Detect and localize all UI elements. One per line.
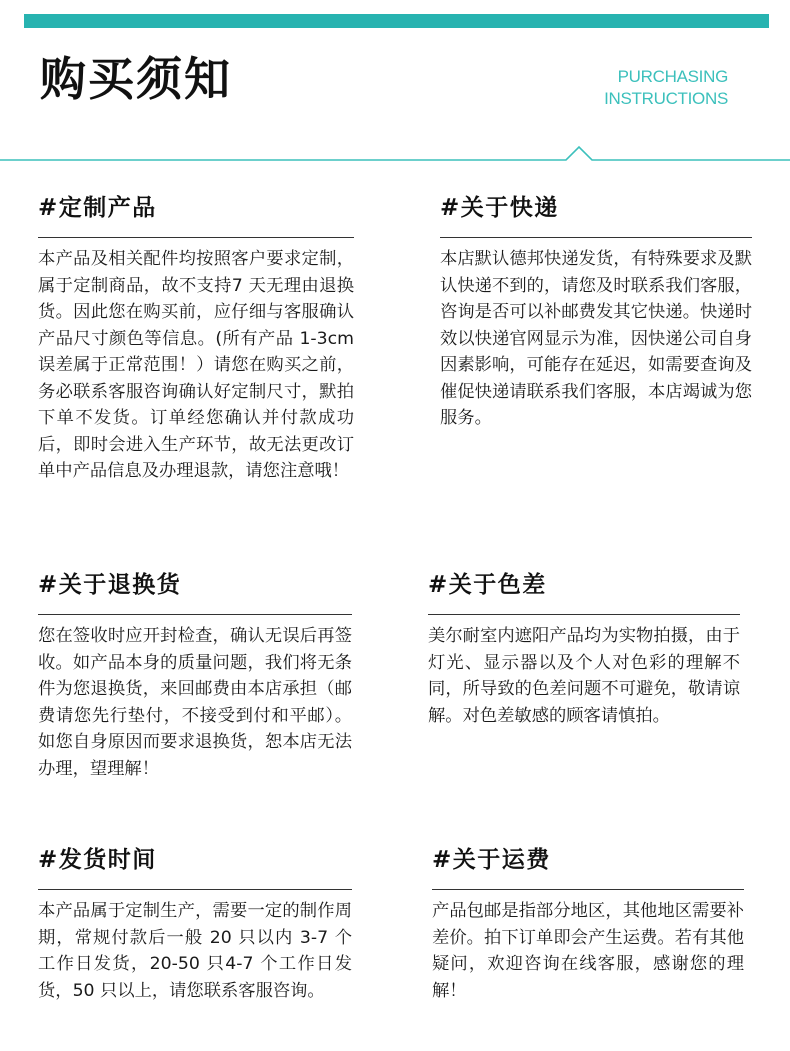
- section-body: 本店默认德邦快递发货，有特殊要求及默认快递不到的，请您及时联系我们客服，咨询是否可以补邮费发其它快递。快递时效以快递官网显示为准，因快递公司自身因素影响，可能存在延迟，如需要查询及催促快递请联系我们客服，本店竭诚为您服务。: [440, 249, 752, 428]
- section-title: #关于快递: [440, 195, 559, 221]
- section-body: 产品包邮是指部分地区，其他地区需要补差价。拍下订单即会产生运费。若有其他疑问，欢迎咨询在线客服，感谢您的理解！: [432, 901, 744, 1001]
- top-accent-bar: [24, 14, 769, 28]
- section-divider: [432, 889, 744, 890]
- section-body: 本产品及相关配件均按照客户要求定制，属于定制商品，故不支持7 天无理由退换货。因此您在购买前，应仔细与客服确认产品尺寸颜色等信息。(所有产品 1-3cm 误差属于正常范围！）请您在购买之前，务必联系客服咨询确认好定制尺寸，默拍下单不发货。订单经您确认并付款成功后，即时会进入生产环节，故无法更改订单中产品信息及办理退款，请您注意哦！: [38, 249, 354, 481]
- section-body: 您在签收时应开封检查，确认无误后再签收。如产品本身的质量问题，我们将无条件为您退换货，来回邮费由本店承担（邮费请您先行垫付，不接受到付和平邮）。如您自身原因而要求退换货，恕本店无法办理，望理解！: [38, 626, 352, 779]
- section-color-difference: [428, 570, 740, 729]
- subtitle-line-2: INSTRUCTIONS: [604, 89, 728, 108]
- section-returns: [38, 570, 352, 782]
- section-divider: [38, 614, 352, 615]
- section-divider: [440, 237, 752, 238]
- section-body: 本产品属于定制生产，需要一定的制作周期，常规付款后一般 20 只以内 3-7 个工作日发货，20-50 只4-7 个工作日发货，50 只以上，请您联系客服咨询。: [38, 901, 352, 1001]
- section-custom-product: [38, 193, 354, 485]
- section-title: #定制产品: [38, 195, 157, 221]
- section-delivery: [440, 193, 752, 432]
- section-divider: [38, 889, 352, 890]
- section-shipping-time: [38, 845, 352, 1004]
- section-divider: [38, 237, 354, 238]
- section-title: #关于色差: [428, 572, 547, 598]
- section-title: #发货时间: [38, 847, 157, 873]
- page-title: 购买须知: [40, 52, 232, 106]
- section-title: #关于退换货: [38, 572, 182, 598]
- section-shipping-fee: [432, 845, 744, 1004]
- subtitle-line-1: PURCHASING: [617, 67, 728, 86]
- page-subtitle: [604, 66, 728, 110]
- section-body: 美尔耐室内遮阳产品均为实物拍摄，由于灯光、显示器以及个人对色彩的理解不同，所导致的色差问题不可避免，敬请谅解。对色差敏感的顾客请慎拍。: [428, 626, 740, 726]
- section-divider: [428, 614, 740, 615]
- section-title: #关于运费: [432, 847, 551, 873]
- header-divider-line: [0, 140, 790, 162]
